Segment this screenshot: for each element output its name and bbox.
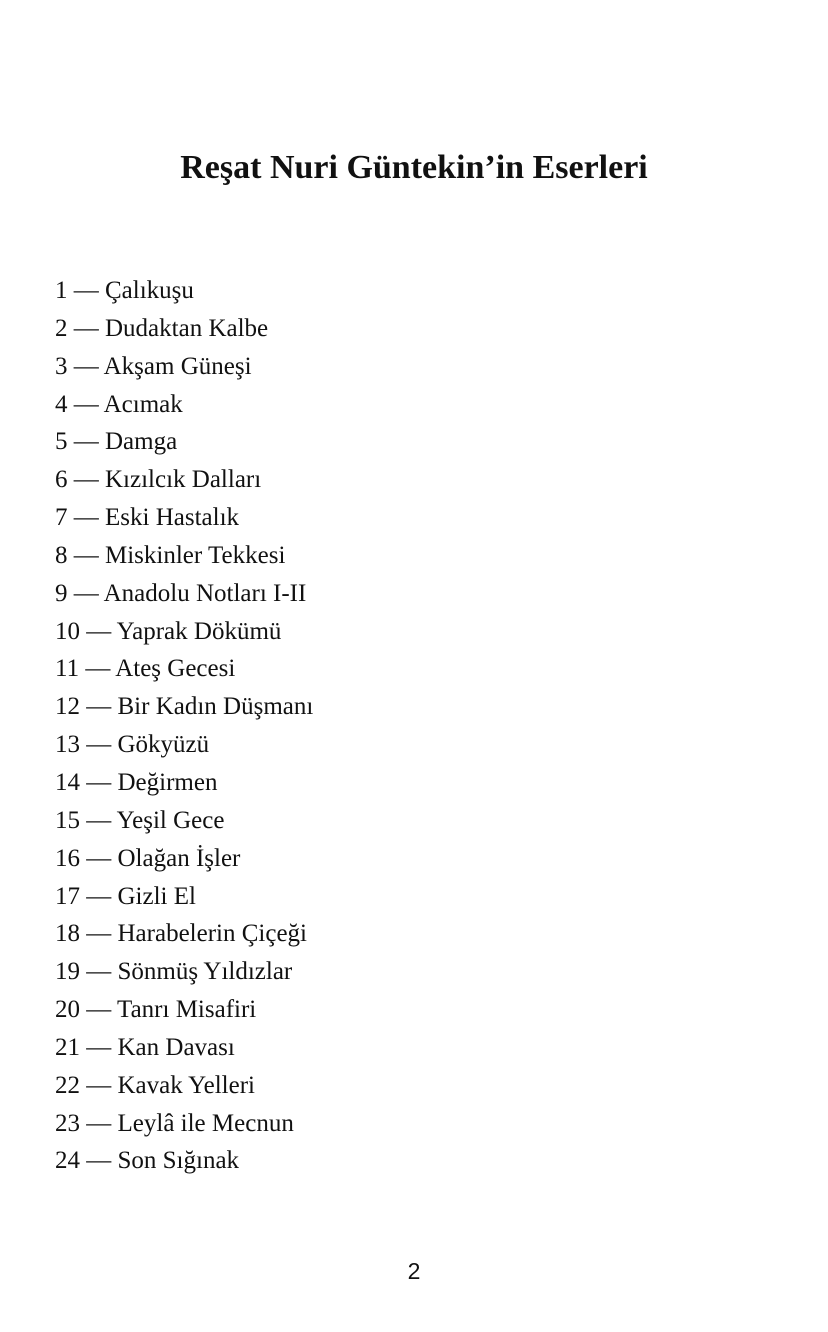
work-item: 8 — Miskinler Tekkesi	[55, 541, 286, 569]
work-item: 21 — Kan Davası	[55, 1033, 235, 1061]
work-item: 18 — Harabelerin Çiçeği	[55, 920, 307, 948]
work-item: 3 — Akşam Güneşi	[55, 352, 252, 380]
work-item: 17 — Gizli El	[55, 882, 196, 910]
work-item: 11 — Ateş Gecesi	[55, 655, 236, 683]
page-title: Reşat Nuri Güntekin’in Eserleri	[180, 149, 648, 186]
work-item: 20 — Tanrı Misafiri	[55, 996, 257, 1024]
work-item: 13 — Gökyüzü	[55, 731, 210, 759]
work-item: 12 — Bir Kadın Düşmanı	[55, 693, 314, 721]
work-item: 5 — Damga	[55, 428, 178, 456]
works-list	[55, 272, 313, 1180]
work-item: 10 — Yaprak Dökümü	[55, 617, 282, 645]
work-item: 6 — Kızılcık Dalları	[55, 466, 262, 494]
work-item: 23 — Leylâ ile Mecnun	[55, 1109, 294, 1137]
page-number: 2	[407, 1258, 421, 1284]
work-item: 24 — Son Sığınak	[55, 1147, 240, 1175]
work-item: 22 — Kavak Yelleri	[55, 1071, 255, 1099]
work-item: 14 — Değirmen	[55, 768, 218, 796]
work-item: 1 — Çalıkuşu	[55, 277, 194, 304]
work-item: 7 — Eski Hastalık	[55, 504, 240, 532]
work-item: 16 — Olağan İşler	[55, 844, 241, 872]
work-item: 9 — Anadolu Notları I-II	[55, 579, 307, 607]
work-item: 4 — Acımak	[55, 390, 183, 418]
work-item: 15 — Yeşil Gece	[55, 806, 225, 834]
work-item: 2 — Dudaktan Kalbe	[55, 314, 269, 342]
work-item: 19 — Sönmüş Yıldızlar	[55, 958, 293, 986]
